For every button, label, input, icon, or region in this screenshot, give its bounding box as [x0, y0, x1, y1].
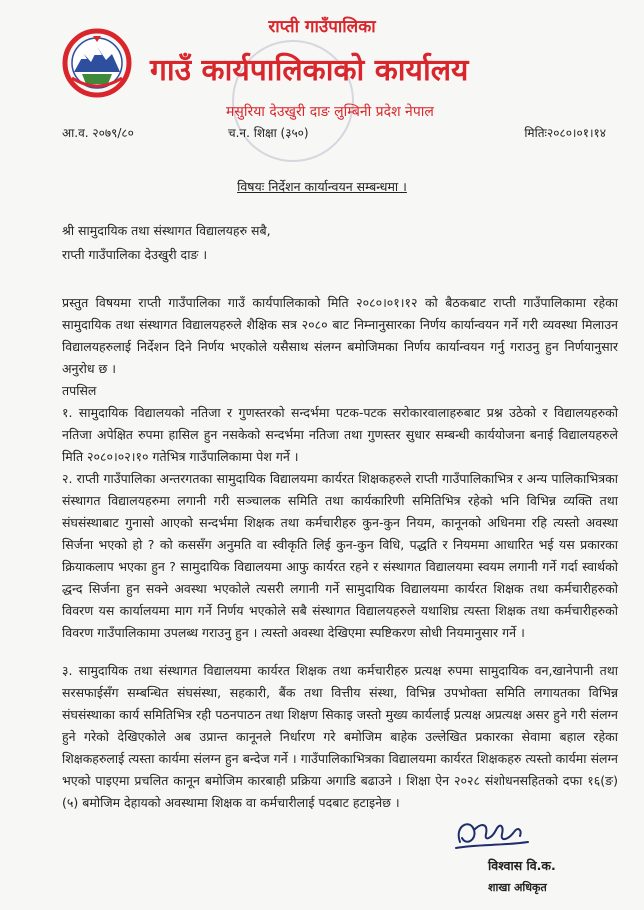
office-address: मसुरिया देउखुरी दाङ लुम्बिनी प्रदेश नेपाल	[226, 104, 434, 120]
municipality-name: राप्ती गाउँपालिका	[268, 17, 376, 37]
addressee-line-2: राप्ती गाउँपालिका देउखुरी दाङ ।	[62, 247, 208, 262]
signatory-name: विश्वास वि.क.	[488, 858, 556, 873]
dispatch-number: च.न. शिक्षा (३५०)	[228, 126, 309, 140]
subject-line	[0, 178, 644, 195]
nepal-emblem-icon	[62, 28, 132, 98]
point-2: २. राप्ती गाउँपालिका अन्तरगतका सामुदायिक विद्यालयमा कार्यरत शिक्षकहरुले राप्ती गाउँपालिकाभित्र र अन्य पालिकाभित्रका संस्थागत विद्यालयहरुमा लगानी गरी सञ्चालक समिति तथा कार्यकारिणी समितिभित्र रहेको भनि विभिन्न व्यक्ति तथा संघसंस्थाबाट गुनासो आएको सन्दर्भमा शिक्षक तथा कर्मचारीहरु कुन-कुन नियम, कानूनको अधिनमा रहि त्यस्तो अवस्था सिर्जना भएको हो ? को कससँग अनुमति वा स्वीकृति लिई कुन-कुन विधि, पद्धति र नियममा आधारित भई यस प्रकारका क्रियाकलाप भएका हुन ? सामुदायिक विद्यालयमा आफु कार्यरत रहने र संस्थागत विद्यालयमा स्वयम लगानी गर्ने गर्दा स्वार्थको द्धन्द सिर्जना हुन सक्ने अवस्था भएकोले त्यसरी लगानी गर्ने सामुदायिक विद्यालयमा कार्यरत शिक्षक तथा कर्मचारीहरुको विवरण यस कार्यालयमा माग गर्ने निर्णय भएकोले सबै संस्थागत विद्यालयहरुले यथाशिघ्र त्यस्ता शिक्षक तथा कर्मचारीहरुको विवरण गाउँपालिकामा उपलब्ध गराउनु हुन । त्यस्तो अवस्था देखिएमा स्पष्टिकरण सोधी नियमानुसार गर्ने ।	[62, 471, 618, 640]
fiscal-year: आ.व. २०७९/८०	[62, 126, 134, 140]
office-name: गाउँ कार्यपालिकाको कार्यालय	[150, 53, 469, 88]
point-3: ३. सामुदायिक तथा संस्थागत विद्यालयमा कार्यरत शिक्षक तथा कर्मचारीहरु प्रत्यक्ष रुपमा सामुदायिक वन,खानेपानी तथा सरसफाईसँग सम्बन्धित संघसंस्था, सहकारी, बैंक तथा वित्तीय संस्था, विभिन्न उपभोक्ता समिति लगायतका विभिन्न संघसंस्थाका कार्य समितिभित्र रही पठनपाठन तथा शिक्षण सिकाइ जस्तो मुख्य कार्यलाई प्रत्यक्ष अप्रत्यक्ष असर हुने गरी संलग्न हुने गरेको देखिएकोले अब उप्रान्त कानूनले निर्धारण गरे बमोजिम बाहेक उल्लेखित प्रकारका सेवामा बहाल रहेका शिक्षकहरुलाई त्यस्ता कार्यमा संलग्न हुन बन्देज गर्ने । गाउँपालिकाभित्रका विद्यालयमा कार्यरत शिक्षकहरु त्यस्तो कार्यमा संलग्न भएको पाइएमा प्रचलित कानून बमोजिम कारबाही प्रक्रिया अगाडि बढाउने । शिक्षा ऐन २०२८ संशोधनसहितको दफा १६(ङ)(५) बमोजिम देहायको अवस्थामा शिक्षक वा कर्मचारीलाई पदबाट हटाइनेछ ।	[62, 663, 618, 810]
letter-date: मितिः२०८०।०१।१४	[524, 126, 606, 140]
point-1: १. सामुदायिक विद्यालयको नतिजा र गुणस्तरको सन्दर्भमा पटक-पटक सरोकारवालाहरुबाट प्रश्न उठेको र विद्यालयहरुको नतिजा अपेक्षित रुपमा हासिल हुन नसकेको सन्दर्भमा नतिजा तथा गुणस्तर सुधार सम्बन्धी कार्ययोजना बनाई विद्यालयहरुले मिति २०८०।०२।१० गतेभित्र गाउँपालिकामा पेश गर्ने ।	[62, 405, 618, 464]
signatory-title: शाखा अधिकृत	[488, 881, 547, 894]
paragraph-gap	[62, 644, 618, 660]
intro-paragraph: प्रस्तुत विषयमा राप्ती गाउँपालिका गाउँ कार्यपालिकाको मिति २०८०।०१।१२ को बैठकबाट राप्ती गाउँपालिकामा रहेका सामुदायिक तथा संस्थागत विद्यालयहरुले शैक्षिक सत्र २०८० बाट निम्नानुसारका निर्णय कार्यान्वयन गर्ने गरी व्यवस्था मिलाउन विद्यालयहरुलाई निर्देशन दिने निर्णय भएकोले यसैसाथ संलग्न बमोजिमका निर्णय कार्यान्वयन गर्नु गराउनु हुन निर्णयानुसार अनुरोध छ ।	[62, 295, 618, 376]
signature-icon	[448, 812, 532, 854]
subject-text: विषयः निर्देशन कार्यान्वयन सम्बन्धमा ।	[237, 179, 407, 194]
letter-body	[62, 292, 618, 814]
addressee-line-1: श्री सामुदायिक तथा संस्थागत विद्यालयहरु सबै,	[62, 223, 271, 238]
details-heading: तपसिल	[62, 383, 97, 398]
